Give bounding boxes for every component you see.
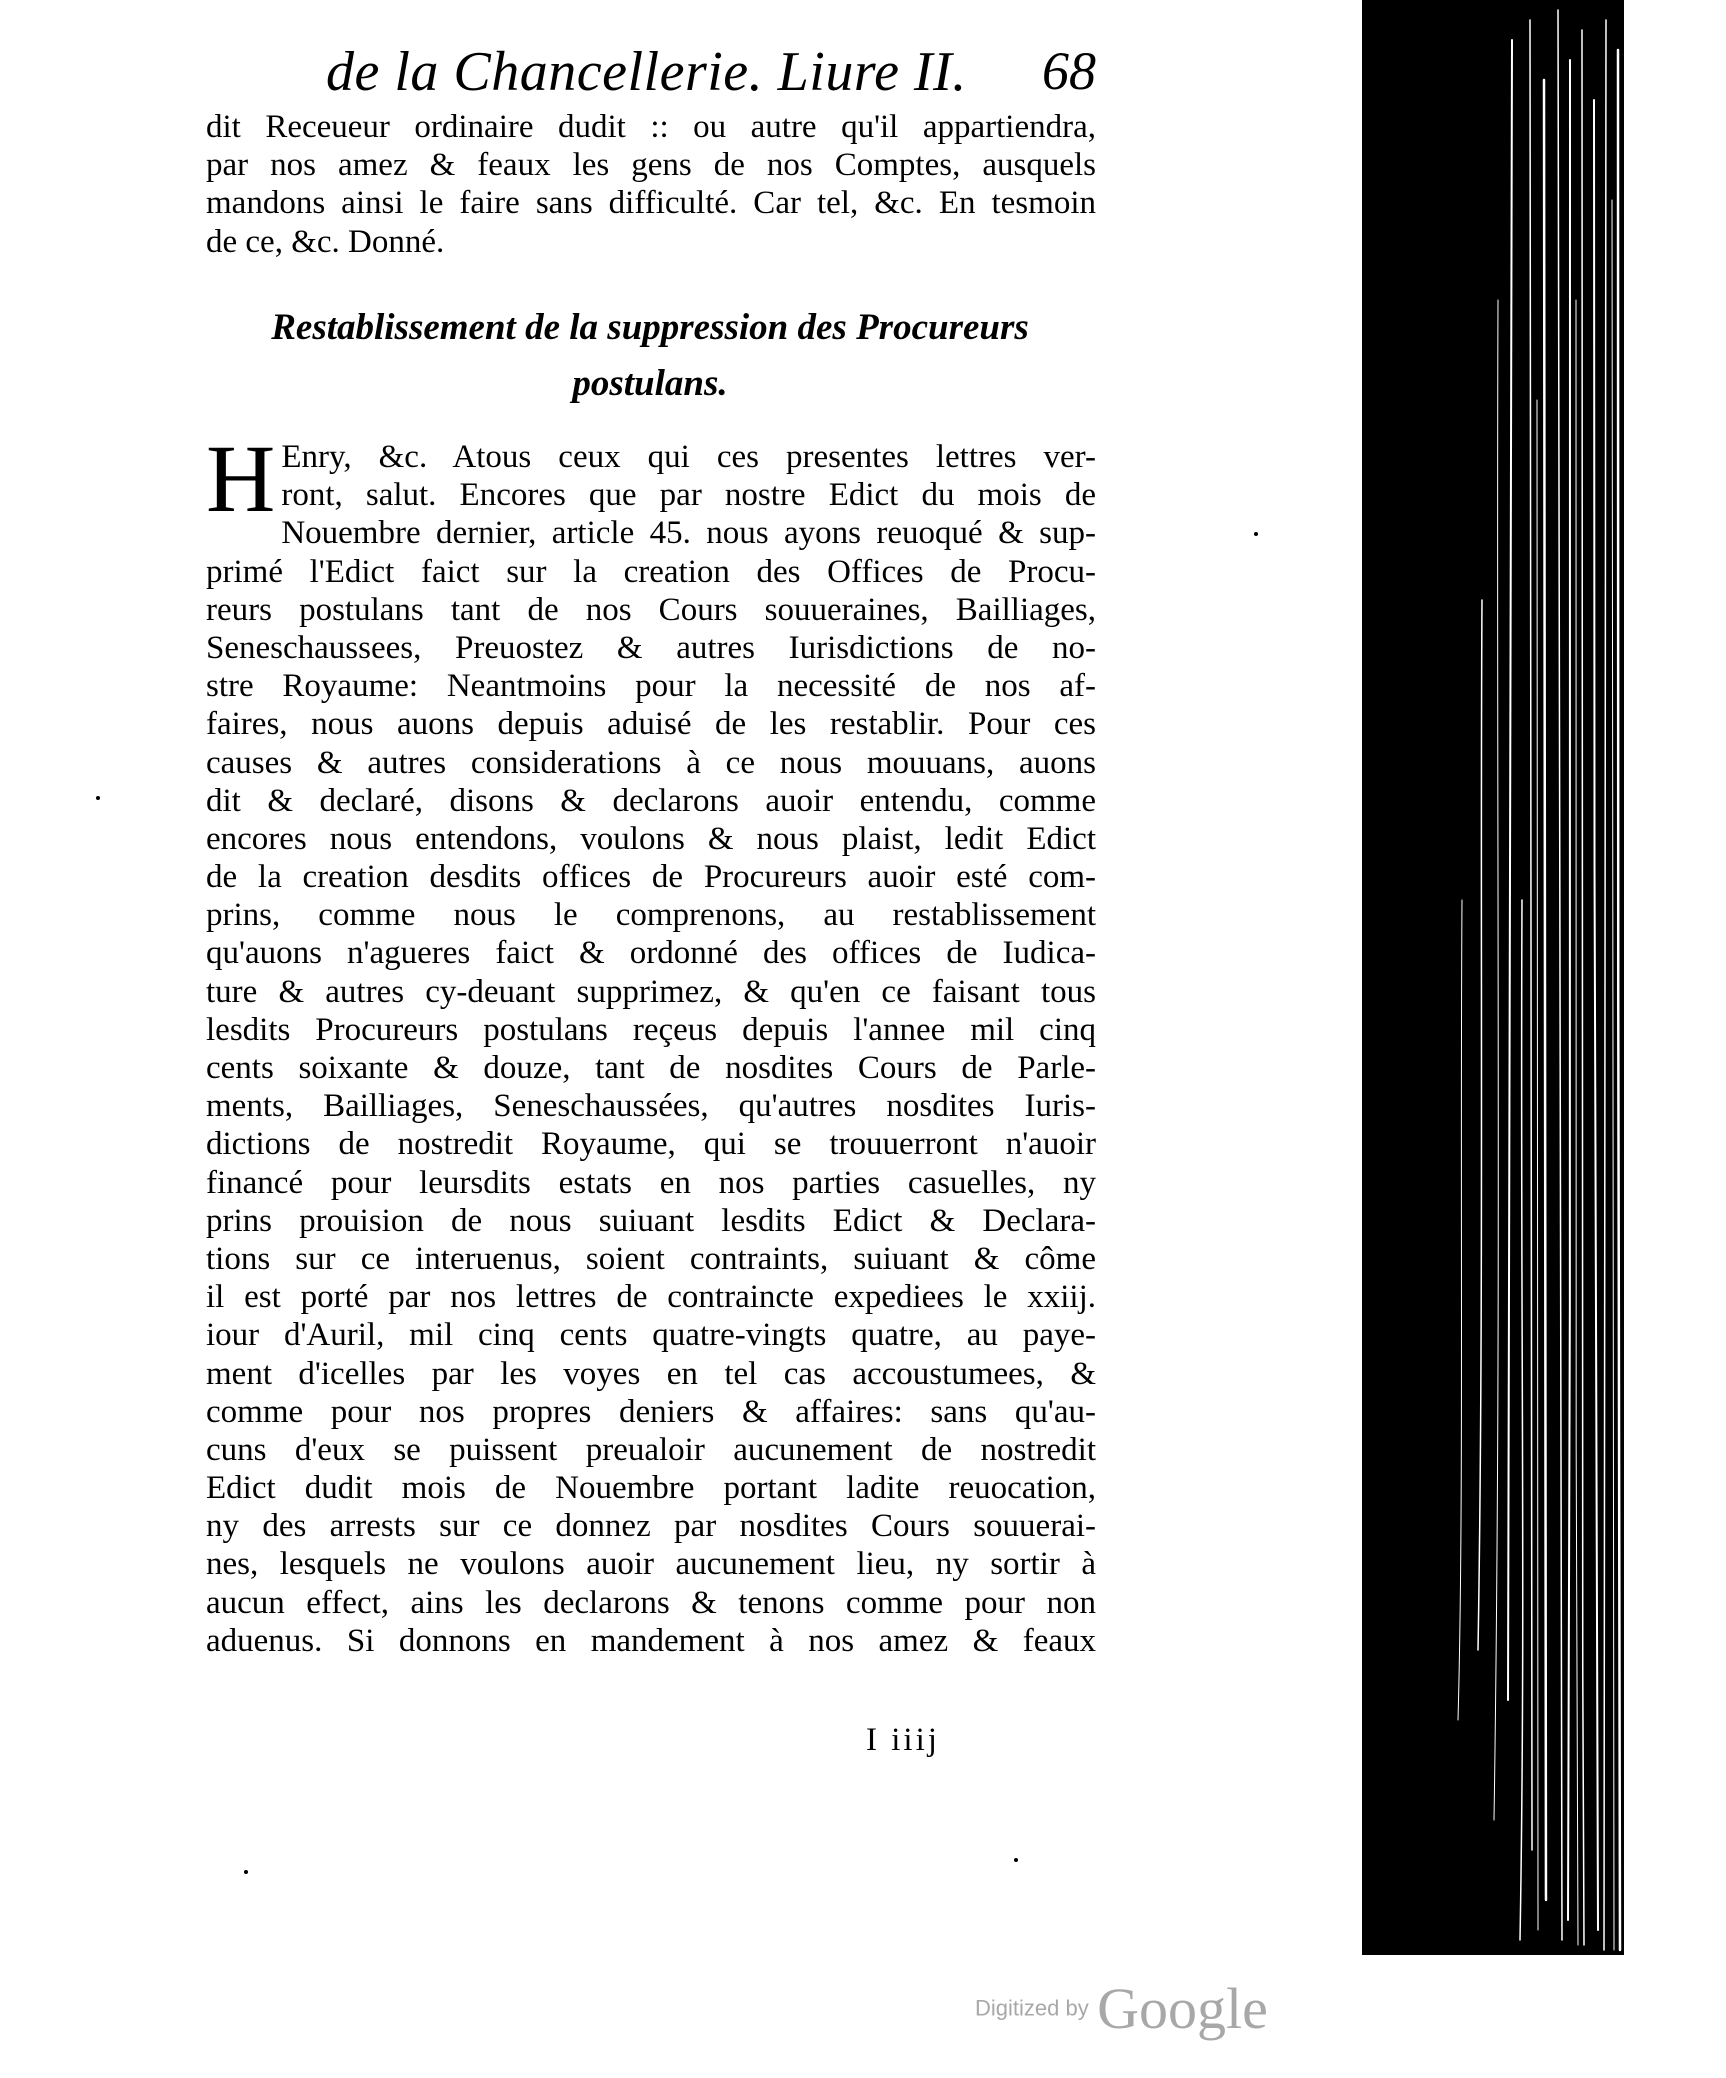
text-line: causes & autres considerations à ce nous mouuans, auons bbox=[206, 744, 1096, 781]
section-heading bbox=[240, 300, 1060, 412]
text-line: cents soixante & douze, tant de nosdites Cours de Parle- bbox=[206, 1050, 1096, 1086]
text-line: de ce, &c. Donné. bbox=[206, 223, 445, 260]
text-line: reurs postulans tant de nos Cours souueraines, Bailliages, bbox=[206, 591, 1096, 628]
ink-speck bbox=[96, 796, 100, 800]
text-line: Seneschaussees, Preuostez & autres Iurisdictions de no- bbox=[206, 629, 1096, 666]
text-line: iour d'Auril, mil cinq cents quatre-vingts quatre, au paye- bbox=[206, 1317, 1096, 1354]
text-line: nes, lesquels ne voulons auoir aucunement lieu, ny sortir à bbox=[206, 1546, 1096, 1583]
page-number: 68 bbox=[1042, 41, 1096, 101]
text-line: ments, Bailliages, Seneschaussées, qu'autres nosdites Iuris- bbox=[206, 1088, 1096, 1125]
ink-speck bbox=[1014, 1858, 1018, 1862]
watermark-brand: Google bbox=[1097, 1976, 1268, 2041]
text-line: dictions de nostredit Royaume, qui se trouuerront n'auoir bbox=[206, 1126, 1096, 1163]
text-line: aduenus. Si donnons en mandement à nos amez & feaux bbox=[206, 1622, 1096, 1659]
ink-speck bbox=[1254, 532, 1258, 536]
text-line: Edict dudit mois de Nouembre portant ladite reuocation, bbox=[206, 1470, 1096, 1507]
text-line: aucun effect, ains les declarons & tenons comme pour non bbox=[206, 1584, 1096, 1621]
text-line: Enry, &c. Atous ceux qui ces presentes lettres ver- bbox=[281, 439, 1096, 475]
text-line: tions sur ce interuenus, soient contraints, suiuant & côme bbox=[206, 1240, 1096, 1277]
watermark-prefix: Digitized by bbox=[975, 1995, 1089, 2021]
text-line: dit & declaré, disons & declarons auoir entendu, comme bbox=[206, 782, 1096, 819]
book-fore-edge bbox=[1362, 0, 1636, 1955]
text-line: Nouembre dernier, article 45. nous ayons reuoqué & sup- bbox=[281, 515, 1096, 552]
text-line: encores nous entendons, voulons & nous plaist, ledit Edict bbox=[206, 820, 1096, 857]
section-heading-line-2: postulans. bbox=[572, 363, 728, 404]
text-line: faires, nous auons depuis aduisé de les restablir. Pour ces bbox=[206, 706, 1096, 743]
text-line: cuns d'eux se puissent preualoir aucunement de nostredit bbox=[206, 1431, 1096, 1468]
text-line: mandons ainsi le faire sans difficulté. Car tel, &c. En tesmoin bbox=[206, 185, 1096, 222]
text-line: financé pour leursdits estats en nos parties casuelles, ny bbox=[206, 1164, 1096, 1201]
drop-cap: H bbox=[206, 425, 276, 532]
signature-mark: I iiij bbox=[866, 1722, 940, 1758]
text-line: par nos amez & feaux les gens de nos Comptes, ausquels bbox=[206, 147, 1096, 184]
text-line: il est porté par nos lettres de contraincte expediees le xxiij. bbox=[206, 1279, 1096, 1316]
text-line: ront, salut. Encores que par nostre Edict du mois de bbox=[281, 477, 1096, 514]
text-line: ture & autres cy-deuant supprimez, & qu'en ce faisant tous bbox=[206, 973, 1096, 1010]
text-line: primé l'Edict faict sur la creation des Offices de Procu- bbox=[206, 553, 1096, 590]
text-line: prins prouision de nous suiuant lesdits Edict & Declara- bbox=[206, 1202, 1096, 1239]
text-line: de la creation desdits offices de Procureurs auoir esté com- bbox=[206, 859, 1096, 896]
header-title: de la Chancellerie. Liure II. bbox=[326, 41, 967, 103]
text-line: qu'auons n'agueres faict & ordonné des offices de Iudica- bbox=[206, 935, 1096, 972]
text-line: lesdits Procureurs postulans reçeus depuis l'annee mil cinq bbox=[206, 1011, 1096, 1048]
text-line: stre Royaume: Neantmoins pour la necessité de nos af- bbox=[206, 668, 1096, 705]
section-heading-line-1: Restablissement de la suppression des Procureurs bbox=[271, 307, 1029, 348]
running-header bbox=[296, 40, 1096, 110]
ink-speck bbox=[244, 1870, 248, 1874]
text-line: ment d'icelles par les voyes en tel cas accoustumees, & bbox=[206, 1355, 1096, 1392]
text-line: prins, comme nous le comprenons, au restablissement bbox=[206, 897, 1096, 934]
digitized-by-watermark bbox=[975, 1975, 1268, 2042]
previous-paragraph bbox=[206, 108, 1096, 261]
text-line: dit Receueur ordinaire dudit :: ou autre qu'il appartiendra, bbox=[206, 109, 1096, 145]
main-paragraph bbox=[206, 425, 1096, 1660]
text-line: comme pour nos propres deniers & affaires: sans qu'au- bbox=[206, 1393, 1096, 1430]
text-line: ny des arrests sur ce donnez par nosdites Cours souuerai- bbox=[206, 1508, 1096, 1545]
